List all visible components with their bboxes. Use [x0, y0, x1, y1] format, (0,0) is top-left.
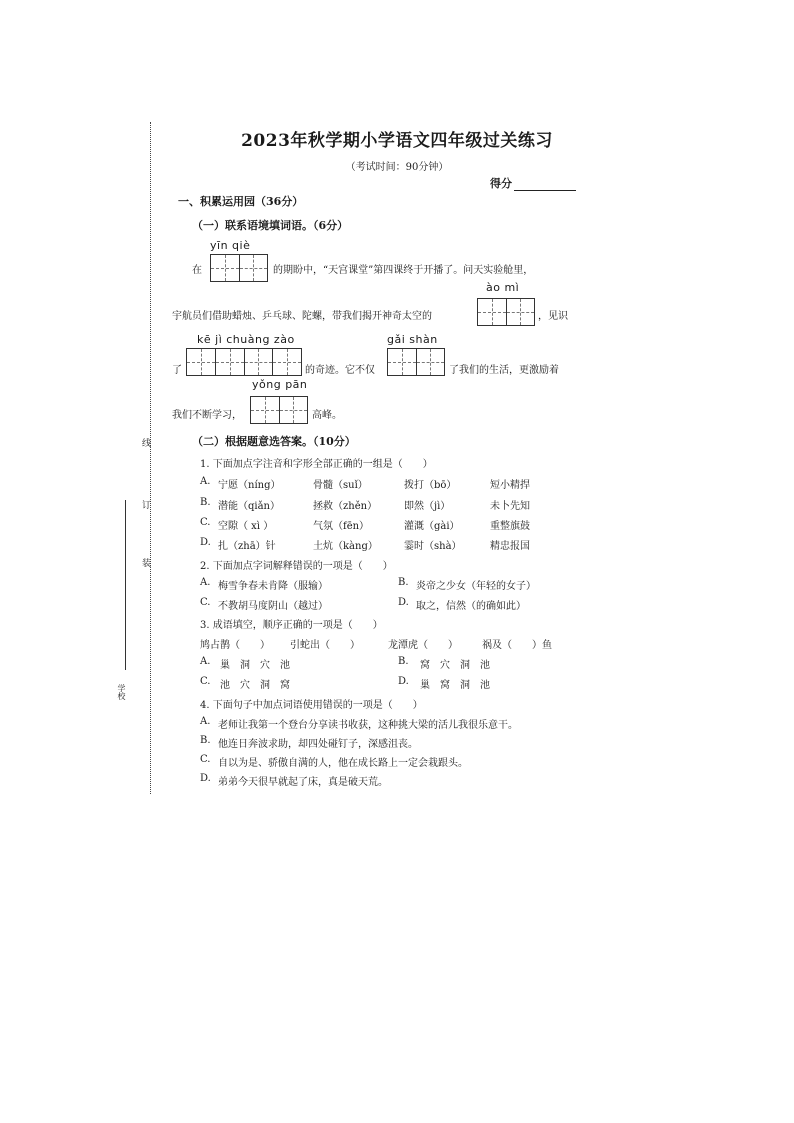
score-blank[interactable] [514, 178, 576, 191]
option-letter: A. [200, 656, 211, 667]
option-letter: C. [200, 517, 211, 528]
option-letter: D. [398, 676, 409, 687]
option-text: 巢 洞 穴 池 [220, 660, 290, 671]
answer-box-yongpan[interactable] [250, 396, 308, 424]
q2-stem: 2. 下面加点字词解释错误的一项是（ ） [200, 561, 393, 572]
option-letter: B. [200, 735, 211, 746]
binding-dotted-line [150, 122, 151, 794]
line3-mid: 的奇迹。它不仅 [305, 365, 375, 376]
page-title: 2023年秋学期小学语文四年级过关练习 [241, 131, 553, 151]
option-word: 未卜先知 [490, 501, 530, 512]
option-letter: B. [200, 497, 211, 508]
line2-pre: 宇航员们借助蜡烛、乒乓球、陀螺，带我们揭开神奇太空的 [172, 311, 432, 322]
q4-stem: 4. 下面句子中加点词语使用错误的一项是（ ） [200, 700, 423, 711]
option-letter: A. [200, 577, 211, 588]
option-word: 灌溉（gài） [404, 521, 460, 532]
score-label: 得分 [490, 177, 512, 190]
option-letter: A. [200, 716, 211, 727]
line3-post: 了我们的生活，更激励着 [449, 365, 559, 376]
option-letter: D. [200, 537, 211, 548]
part2-heading: （二）根据题意选答案。（10分） [192, 435, 356, 448]
option-word: 精忠报国 [490, 541, 530, 552]
option-word: 拨打（bō） [404, 480, 457, 491]
option-word: 重整旗鼓 [490, 521, 530, 532]
option-letter: B. [398, 577, 409, 588]
q3-fill-1: 鸠占鹊（ ） [200, 640, 270, 651]
option-word: 潜能（qiǎn） [218, 501, 281, 512]
option-word: 土炕（kàng） [313, 541, 378, 552]
line2-post: ，见识 [538, 311, 568, 322]
option-word: 空隙（ xì ） [218, 521, 274, 532]
option-text: 不教胡马度阴山（越过） [218, 601, 328, 612]
option-text: 池 穴 洞 窝 [220, 680, 290, 691]
option-letter: B. [398, 656, 409, 667]
q1-stem: 1. 下面加点字注音和字形全部正确的一组是（ ） [200, 459, 433, 470]
line3-pre: 了 [172, 365, 182, 376]
answer-box-kejichuangzao[interactable] [186, 348, 302, 376]
pinyin-kejichuangzao: kē jì chuàng zào [197, 333, 295, 346]
answer-box-gaishan[interactable] [387, 348, 445, 376]
option-letter: A. [200, 476, 211, 487]
option-text: 自以为是、骄傲自满的人，他在成长路上一定会栽跟头。 [218, 758, 468, 769]
option-word: 短小精捍 [490, 480, 530, 491]
q3-fill-3: 龙潭虎（ ） [388, 640, 458, 651]
pinyin-gaishan: gǎi shàn [387, 333, 438, 346]
option-word: 骨髓（suǐ） [313, 480, 368, 491]
school-blank-line [125, 500, 126, 670]
option-letter: D. [398, 597, 409, 608]
pinyin-yongpan: yǒng pān [252, 378, 308, 391]
answer-box-yinqie[interactable] [210, 254, 268, 282]
line1-post: 的期盼中，“天宫课堂”第四课终于开播了。问天实验舱里， [273, 265, 534, 276]
exam-time: （考试时间：90分钟） [345, 162, 449, 173]
option-word: 拯救（zhěn） [313, 501, 378, 512]
option-text: 巢 窝 洞 池 [420, 680, 490, 691]
option-text: 弟弟今天很早就起了床，真是破天荒。 [218, 777, 388, 788]
option-letter: C. [200, 597, 211, 608]
line4-post: 高峰。 [312, 410, 342, 421]
option-word: 霎时（shà） [404, 541, 462, 552]
option-text: 取之，信然（的确如此） [416, 601, 526, 612]
option-text: 他连日奔波求助，却四处碰钉子，深感沮丧。 [218, 739, 418, 750]
margin-char-xian: 线 [142, 439, 152, 449]
option-word: 即然（jì） [404, 501, 451, 512]
part1-heading: （一）联系语境填词语。（6分） [192, 219, 349, 232]
section1-heading: 一、积累运用园（36分） [178, 195, 304, 208]
option-letter: C. [200, 676, 211, 687]
margin-char-ding: 订 [142, 501, 152, 511]
option-text: 梅雪争春未肯降（服输） [218, 581, 328, 592]
line1-pre: 在 [192, 265, 202, 276]
option-word: 宁愿（níng） [218, 480, 281, 491]
line4-pre: 我们不断学习， [172, 410, 242, 421]
q3-fill-4: 祸及（ ）鱼 [482, 640, 552, 651]
q3-fill-2: 引蛇出（ ） [290, 640, 360, 651]
option-text: 老师让我第一个登台分享读书收获，这种挑大梁的活儿我很乐意干。 [218, 720, 518, 731]
option-letter: D. [200, 773, 211, 784]
option-letter: C. [200, 754, 211, 765]
option-word: 扎（zhā）针 [218, 541, 276, 552]
option-text: 窝 穴 洞 池 [420, 660, 490, 671]
q3-stem: 3. 成语填空，顺序正确的一项是（ ） [200, 620, 383, 631]
score-field[interactable] [490, 175, 576, 191]
option-text: 炎帝之少女（年轻的女子） [416, 581, 536, 592]
margin-char-zhuang: 装 [142, 559, 152, 569]
pinyin-aomi: ào mì [486, 281, 520, 294]
pinyin-yinqie: yīn qiè [210, 239, 251, 252]
margin-school-label: 学校 [117, 684, 126, 700]
answer-box-aomi[interactable] [477, 298, 535, 326]
option-word: 气氛（fēn） [313, 521, 370, 532]
